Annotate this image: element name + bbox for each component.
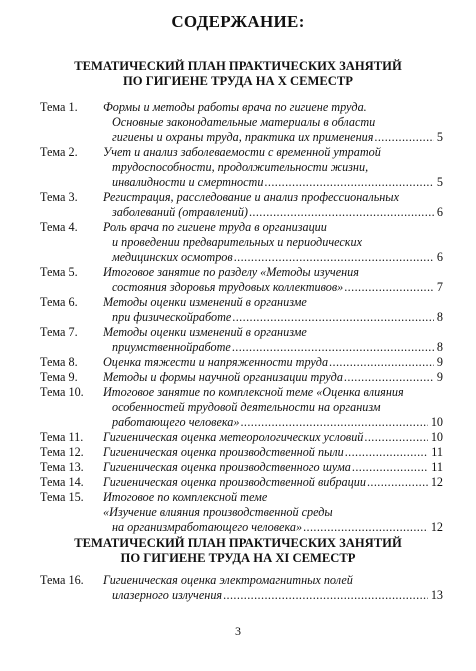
toc-entry-number: Тема 10. [40,385,84,399]
toc-entry-title-line [112,415,443,430]
toc-entry-title-text: особенностей трудовой деятельности на организм [112,400,381,414]
toc-entry-title-line [112,175,443,190]
toc-dot-leader [232,310,434,325]
toc-dot-leader [329,355,434,370]
toc-entry-title-text: на организмработающего человека» [112,520,303,534]
toc-entry-title-line [112,250,443,265]
toc-entry-title-text: Итоговое занятие по разделу «Методы изучения [103,265,359,279]
section-heading-line: ПО ГИГИЕНЕ ТРУДА НА XI СЕМЕСТР [120,551,356,565]
toc-entry-page-number: 8 [436,310,443,324]
toc-entry-page-number: 10 [430,430,443,444]
toc-entry [0,370,476,385]
toc-entry-number: Тема 13. [40,460,84,474]
toc-entry-page-number: 9 [436,370,443,384]
toc-entry-title-line [103,460,443,475]
toc-entry-title-line [112,520,443,535]
toc-dot-leader [345,445,429,460]
toc-entry-page-number: 7 [436,280,443,294]
toc-dot-leader [374,130,434,145]
toc-dot-leader [232,340,434,355]
toc-entry-title-line [112,235,476,250]
toc-entry-page-number: 11 [431,445,443,459]
toc-entry-title-text: Формы и методы работы врача по гигиене труда. [103,100,367,114]
toc-dot-leader [223,588,428,603]
toc-entry-title-text: Основные законодательные материалы в области [112,115,376,129]
toc-entry-title-line [112,115,476,130]
toc-entry [0,385,476,430]
toc-entry-number: Тема 9. [40,370,78,384]
toc-entry-number: Тема 2. [40,145,78,159]
toc-entry-title-line [112,205,443,220]
toc-entry-title-line [103,100,476,115]
section-heading-line: ТЕМАТИЧЕСКИЙ ПЛАН ПРАКТИЧЕСКИХ ЗАНЯТИЙ [74,59,402,73]
toc-entry-number: Тема 8. [40,355,78,369]
toc-entry [0,295,476,325]
toc-entry-number: Тема 7. [40,325,78,339]
toc-entry-title-line [112,280,443,295]
toc-entry-title-text: состояния здоровья трудовых коллективов» [112,280,344,294]
toc-entry-title-text: Гигиеническая оценка производственной пыли [103,445,344,459]
toc-entry-page-number: 8 [436,340,443,354]
toc-entry-title-line [103,490,476,505]
toc-entry-page-number: 6 [436,250,443,264]
toc-entry [0,265,476,295]
toc-entry-page-number: 5 [436,130,443,144]
toc-entry-title-text: Итоговое по комплексной теме [103,490,268,504]
toc-entry-title-text: работающего человека» [112,415,240,429]
toc-entry-title-text: илазерного излучения [112,588,223,602]
toc-entry-title-line [103,573,476,588]
toc-entry-page-number: 9 [436,355,443,369]
toc-entry [0,145,476,190]
toc-entry-title-line [103,325,476,340]
toc-entry-title-text: Регистрация, расследование и анализ профессиональных [103,190,399,204]
toc-entry-title-line [103,445,443,460]
toc-entry-title-text: медицинских осмотров [112,250,233,264]
toc-entry [0,190,476,220]
toc-entry-title-text: Методы оценки изменений в организме [103,295,307,309]
toc-entry [0,460,476,475]
toc-dot-leader [364,430,427,445]
toc-entry-title-text: Методы и формы научной организации труда [103,370,343,384]
toc-entry-page-number: 12 [430,520,443,534]
toc-entry-title-text: Методы оценки изменений в организме [103,325,307,339]
toc-entry-title-line [112,130,443,145]
toc-entry-page-number: 13 [430,588,443,602]
toc-entry [0,490,476,535]
toc-entry-title-line [103,355,443,370]
toc-entry-number: Тема 6. [40,295,78,309]
toc-entry-number: Тема 14. [40,475,84,489]
toc-dot-leader [234,250,434,265]
toc-dot-leader [344,370,434,385]
toc-entry-page-number: 12 [430,475,443,489]
toc-entry-number: Тема 4. [40,220,78,234]
toc-dot-leader [303,520,428,535]
toc-entry-title-text: трудоспособности, продолжительности жизни, [112,160,369,174]
page-number: 3 [235,624,241,638]
toc-entry-number: Тема 15. [40,490,84,504]
toc-entry [0,430,476,445]
toc-entry-title-text: заболеваний (отравлений) [112,205,248,219]
toc-entry [0,355,476,370]
toc-entry-title-line [103,220,476,235]
toc-entry-page-number: 5 [436,175,443,189]
toc-entry-title-text: Учет и анализ заболеваемости с временной утратой [103,145,381,159]
toc-entry-number: Тема 1. [40,100,78,114]
section-heading-x-semester [0,59,476,89]
toc-entry-title-line [103,265,476,280]
toc-entry-title-line [112,340,443,355]
section-heading-line: ТЕМАТИЧЕСКИЙ ПЛАН ПРАКТИЧЕСКИХ ЗАНЯТИЙ [74,536,402,550]
toc-entry-title-line [112,310,443,325]
toc-entry-title-line [112,588,443,603]
toc-list-xi-semester [0,573,476,603]
toc-entry-title-line [103,370,443,385]
toc-entry-title-text: гигиены и охраны труда, практика их применения [112,130,374,144]
toc-entry-title-line [103,295,476,310]
toc-entry-page-number: 11 [431,460,443,474]
toc-list-x-semester [0,100,476,535]
section-heading-line: ПО ГИГИЕНЕ ТРУДА НА X СЕМЕСТР [122,74,353,88]
page-title: СОДЕРЖАНИЕ: [171,12,305,31]
toc-entry-title-text: «Изучение влияния производственной среды [103,505,333,519]
toc-entry-number: Тема 3. [40,190,78,204]
toc-entry-title-text: и проведении предварительных и периодических [112,235,362,249]
toc-entry-title-text: Роль врача по гигиене труда в организации [103,220,327,234]
toc-entry-page-number: 10 [430,415,443,429]
toc-entry-title-line [103,145,476,160]
toc-entry [0,475,476,490]
toc-entry-title-text: приумственнойработе [112,340,231,354]
toc-entry-title-text: Гигиеническая оценка производственной вибрации [103,475,366,489]
toc-entry-title-line [103,430,443,445]
toc-entry-title-line [103,385,476,400]
toc-entry-title-text: Итоговое занятие по комплексной теме «Оценка влияния [103,385,404,399]
toc-entry-title-text: при физическойработе [112,310,232,324]
toc-entry-title-text: Гигиеническая оценка электромагнитных полей [103,573,353,587]
toc-entry-number: Тема 12. [40,445,84,459]
toc-dot-leader [240,415,427,430]
toc-entry [0,573,476,603]
toc-dot-leader [367,475,428,490]
toc-entry-number: Тема 16. [40,573,84,587]
toc-entry [0,100,476,145]
toc-entry-title-text: инвалидности и смертности [112,175,264,189]
toc-entry [0,445,476,460]
toc-entry-title-line [103,505,476,520]
toc-entry-number: Тема 5. [40,265,78,279]
section-heading-xi-semester [0,536,476,566]
toc-entry [0,325,476,355]
toc-dot-leader [249,205,434,220]
toc-entry [0,220,476,265]
toc-dot-leader [264,175,433,190]
toc-entry-title-line [112,400,476,415]
toc-entry-title-text: Оценка тяжести и напряженности труда [103,355,329,369]
toc-entry-title-line [112,160,476,175]
toc-dot-leader [352,460,428,475]
toc-entry-number: Тема 11. [40,430,84,444]
toc-entry-page-number: 6 [436,205,443,219]
toc-entry-title-line [103,475,443,490]
toc-entry-title-text: Гигиеническая оценка метеорологических условий [103,430,364,444]
toc-dot-leader [344,280,434,295]
toc-entry-title-text: Гигиеническая оценка производственного шума [103,460,351,474]
toc-entry-title-line [103,190,476,205]
